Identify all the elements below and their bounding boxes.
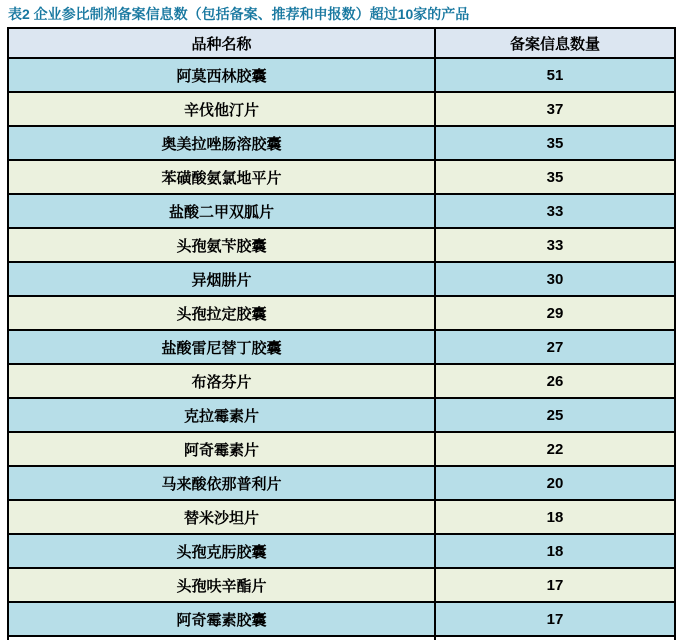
table-row (8, 364, 675, 398)
table-row (8, 466, 675, 500)
record-count-cell: 37 (435, 92, 675, 126)
product-name-cell: 阿奇霉素胶囊 (8, 602, 435, 636)
table-header (8, 28, 675, 58)
record-count-cell: 22 (435, 432, 675, 466)
header-row (8, 28, 675, 58)
product-name-cell: 奥美拉唑肠溶胶囊 (8, 126, 435, 160)
table-row (8, 296, 675, 330)
record-count-cell: 35 (435, 160, 675, 194)
product-name-cell: 阿莫西林胶囊 (8, 58, 435, 92)
table-row (8, 534, 675, 568)
column-header-record-count: 备案信息数量 (435, 28, 675, 58)
record-count-cell: 18 (435, 500, 675, 534)
product-name-cell: 盐酸雷尼替丁胶囊 (8, 330, 435, 364)
product-name-cell: 头孢克肟胶囊 (8, 534, 435, 568)
record-count-cell: 35 (435, 126, 675, 160)
record-count-cell (435, 636, 675, 640)
table-row (8, 262, 675, 296)
record-count-cell: 27 (435, 330, 675, 364)
reference-drug-table (7, 27, 676, 640)
table-row (8, 602, 675, 636)
record-count-cell: 17 (435, 568, 675, 602)
column-header-product-name: 品种名称 (8, 28, 435, 58)
table-body (8, 58, 675, 640)
record-count-cell: 33 (435, 228, 675, 262)
product-name-cell: 替米沙坦片 (8, 500, 435, 534)
record-count-cell: 17 (435, 602, 675, 636)
product-name-cell: 头孢氨苄胶囊 (8, 228, 435, 262)
record-count-cell: 25 (435, 398, 675, 432)
record-count-cell: 29 (435, 296, 675, 330)
table-row-partial-clipped (8, 636, 675, 640)
table-row (8, 194, 675, 228)
product-name-cell: 头孢拉定胶囊 (8, 296, 435, 330)
table-row (8, 160, 675, 194)
record-count-cell: 20 (435, 466, 675, 500)
product-name-cell: 布洛芬片 (8, 364, 435, 398)
table-row (8, 126, 675, 160)
table-row (8, 58, 675, 92)
record-count-cell: 33 (435, 194, 675, 228)
record-count-cell: 30 (435, 262, 675, 296)
record-count-cell: 18 (435, 534, 675, 568)
product-name-cell (8, 636, 435, 640)
product-name-cell: 异烟肼片 (8, 262, 435, 296)
record-count-cell: 26 (435, 364, 675, 398)
product-name-cell: 盐酸二甲双胍片 (8, 194, 435, 228)
record-count-cell: 51 (435, 58, 675, 92)
table-row (8, 432, 675, 466)
table-title: 表2 企业参比制剂备案信息数（包括备案、推荐和申报数）超过10家的产品 (8, 6, 470, 22)
table-row (8, 92, 675, 126)
table-row (8, 228, 675, 262)
table-row (8, 398, 675, 432)
product-name-cell: 阿奇霉素片 (8, 432, 435, 466)
table-row (8, 500, 675, 534)
product-name-cell: 马来酸依那普利片 (8, 466, 435, 500)
product-name-cell: 头孢呋辛酯片 (8, 568, 435, 602)
product-name-cell: 辛伐他汀片 (8, 92, 435, 126)
table-row (8, 330, 675, 364)
table-row (8, 568, 675, 602)
product-name-cell: 克拉霉素片 (8, 398, 435, 432)
product-name-cell: 苯磺酸氨氯地平片 (8, 160, 435, 194)
